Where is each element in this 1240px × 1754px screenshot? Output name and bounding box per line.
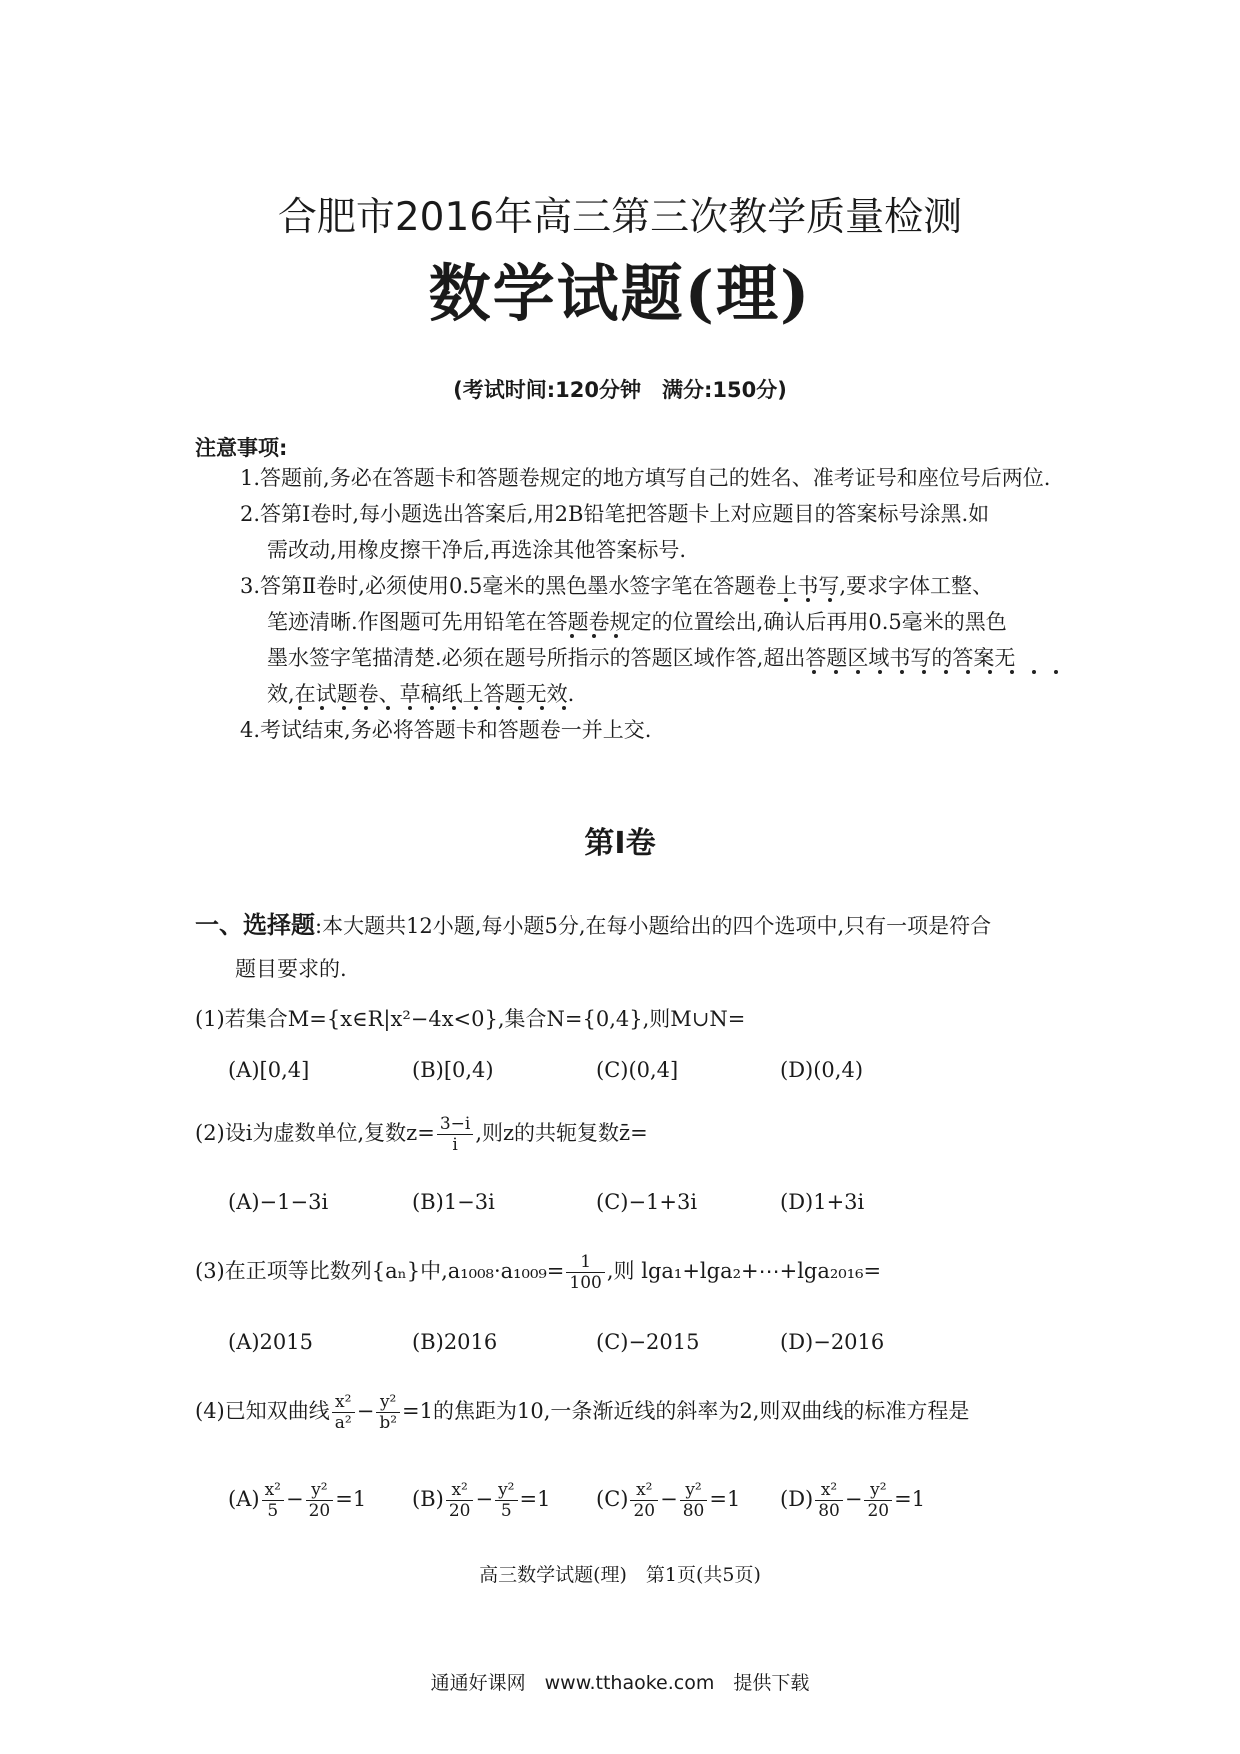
note-line-2: 2.答第Ⅰ卷时,每小题选出答案后,用2B铅笔把答题卡上对应题目的答案标号涂黑.如 [240,502,990,526]
q3-frac-num: 1 [566,1252,604,1273]
q4-c-frac-1 [630,1480,658,1521]
q4-f1-num: x² [332,1392,355,1413]
q4-prefix: (4)已知双曲线 [195,1399,330,1423]
q3-option-a: (A)2015 [228,1330,313,1354]
q4-c-minus: − [660,1487,678,1511]
q4-d-frac-1 [815,1480,843,1521]
section-desc-cont: 题目要求的. [235,957,347,981]
q1-option-a: (A)[0,4] [228,1058,310,1082]
q4-c-frac-2 [680,1480,708,1521]
q1-option-b: (B)[0,4) [412,1058,494,1082]
q2-frac-num: 3−i [437,1114,474,1135]
exam-info: (考试时间:120分钟 满分:150分) [453,378,787,402]
q2-fraction [437,1114,474,1155]
note-line-5: 笔迹清晰.作图题可先用铅笔在答题卷规定的位置绘出,确认后再用0.5毫米的黑色 [267,610,1007,634]
q4-f2-den: b² [379,1413,398,1433]
q3-suffix: ,则 lga₁+lga₂+⋯+lga₂₀₁₆= [606,1259,882,1283]
q2-suffix: ,则z的共轭复数z̄= [475,1121,648,1145]
q4-b-f2-num: y² [495,1480,517,1501]
q3-option-c: (C)−2015 [596,1330,700,1354]
section-intro [195,905,991,940]
q4-b-f1-den: 20 [448,1501,471,1521]
q4-c-f2-den: 80 [682,1501,705,1521]
q4-a-f2-den: 20 [308,1501,331,1521]
q4-b-frac-1 [446,1480,474,1521]
q4-d-frac-2 [864,1480,892,1521]
q3-prefix: (3)在正项等比数列{aₙ}中,a₁₀₀₈·a₁₀₀₉= [195,1259,565,1283]
q1-option-c: (C)(0,4] [596,1058,679,1082]
q4-d-f1-num: x² [815,1480,843,1501]
q4-b-frac-2 [495,1480,517,1521]
q4-a-minus: − [285,1487,304,1511]
q1-option-d: (D)(0,4) [780,1058,864,1082]
q3-option-d: (D)−2016 [780,1330,885,1354]
q4-option-d [780,1480,925,1521]
q2-option-b: (B)1−3i [412,1190,495,1214]
q4-a-frac-2 [306,1480,334,1521]
note-line-4: 3.答第Ⅱ卷时,必须使用0.5毫米的黑色墨水签字笔在答题卷上书写,要求字体工整、 [240,574,994,598]
note-line-1: 1.答题前,务必在答题卡和答题卷规定的地方填写自己的姓名、准考证号和座位号后两位. [240,466,1051,490]
q2-frac-den: i [452,1135,458,1155]
q4-c-f1-num: x² [630,1480,658,1501]
q4-d-label: (D) [780,1487,814,1511]
q4-suffix: =1的焦距为10,一条渐近线的斜率为2,则双曲线的标准方程是 [402,1399,970,1423]
q4-b-f2-den: 5 [500,1501,512,1521]
q4-a-f2-num: y² [306,1480,334,1501]
q4-c-f2-num: y² [680,1480,708,1501]
q4-c-rhs: =1 [709,1487,741,1511]
question-4-stem [195,1392,969,1433]
q4-d-f1-den: 80 [818,1501,840,1521]
q4-b-rhs: =1 [519,1487,551,1511]
question-1-stem: (1)若集合M={x∈R|x²−4x<0},集合N={0,4},则M∪N= [195,1007,746,1031]
page-footer: 高三数学试题(理) 第1页(共5页) [479,1564,761,1586]
q4-fraction-2 [376,1392,400,1433]
q4-f1-den: a² [334,1413,352,1433]
q3-frac-den: 100 [569,1273,602,1293]
q4-option-c [596,1480,740,1521]
q4-a-rhs: =1 [335,1487,367,1511]
q4-minus: − [356,1399,375,1423]
q4-option-a [228,1480,366,1521]
q4-a-f1-num: x² [262,1480,284,1501]
q3-fraction [566,1252,604,1293]
q4-a-label: (A) [228,1487,260,1511]
q2-prefix: (2)设i为虚数单位,复数z= [195,1121,435,1145]
download-note: 通通好课网 www.tthaoke.com 提供下载 [430,1672,810,1694]
q2-option-d: (D)1+3i [780,1190,865,1214]
q4-b-minus: − [475,1487,494,1511]
q4-c-label: (C) [596,1487,629,1511]
subject-title: 数学试题(理) [428,257,812,330]
note-line-8: 4.考试结束,务必将答题卡和答题卷一并上交. [240,718,652,742]
notes-heading: 注意事项: [195,436,288,460]
q4-b-label: (B) [412,1487,444,1511]
question-2-stem [195,1114,648,1155]
q2-option-a: (A)−1−3i [228,1190,329,1214]
q4-fraction-1 [332,1392,355,1433]
volume-title: 第Ⅰ卷 [584,826,656,861]
note-line-3: 需改动,用橡皮擦干净后,再选涂其他答案标号. [267,538,687,562]
q2-option-c: (C)−1+3i [596,1190,698,1214]
q4-d-f2-num: y² [864,1480,892,1501]
section-desc: :本大题共12小题,每小题5分,在每小题给出的四个选项中,只有一项是符合 [315,914,992,938]
q4-d-minus: − [844,1487,863,1511]
q4-d-rhs: =1 [894,1487,926,1511]
section-heading: 一、选择题 [195,911,315,939]
note-line-7: 效,在试题卷、草稿纸上答题无效. [267,682,575,706]
question-3-stem [195,1252,881,1293]
q4-a-f1-den: 5 [267,1501,279,1521]
q3-option-b: (B)2016 [412,1330,498,1354]
note-line-6: 墨水签字笔描清楚.必须在题号所指示的答题区域作答,超出答题区域书写的答案无 [267,646,1016,670]
q4-b-f1-num: x² [446,1480,474,1501]
q4-f2-num: y² [376,1392,400,1413]
q4-option-b [412,1480,550,1521]
q4-a-frac-1 [262,1480,284,1521]
q4-d-f2-den: 20 [867,1501,890,1521]
q4-c-f1-den: 20 [633,1501,656,1521]
exam-title: 合肥市2016年高三第三次教学质量检测 [277,195,963,240]
